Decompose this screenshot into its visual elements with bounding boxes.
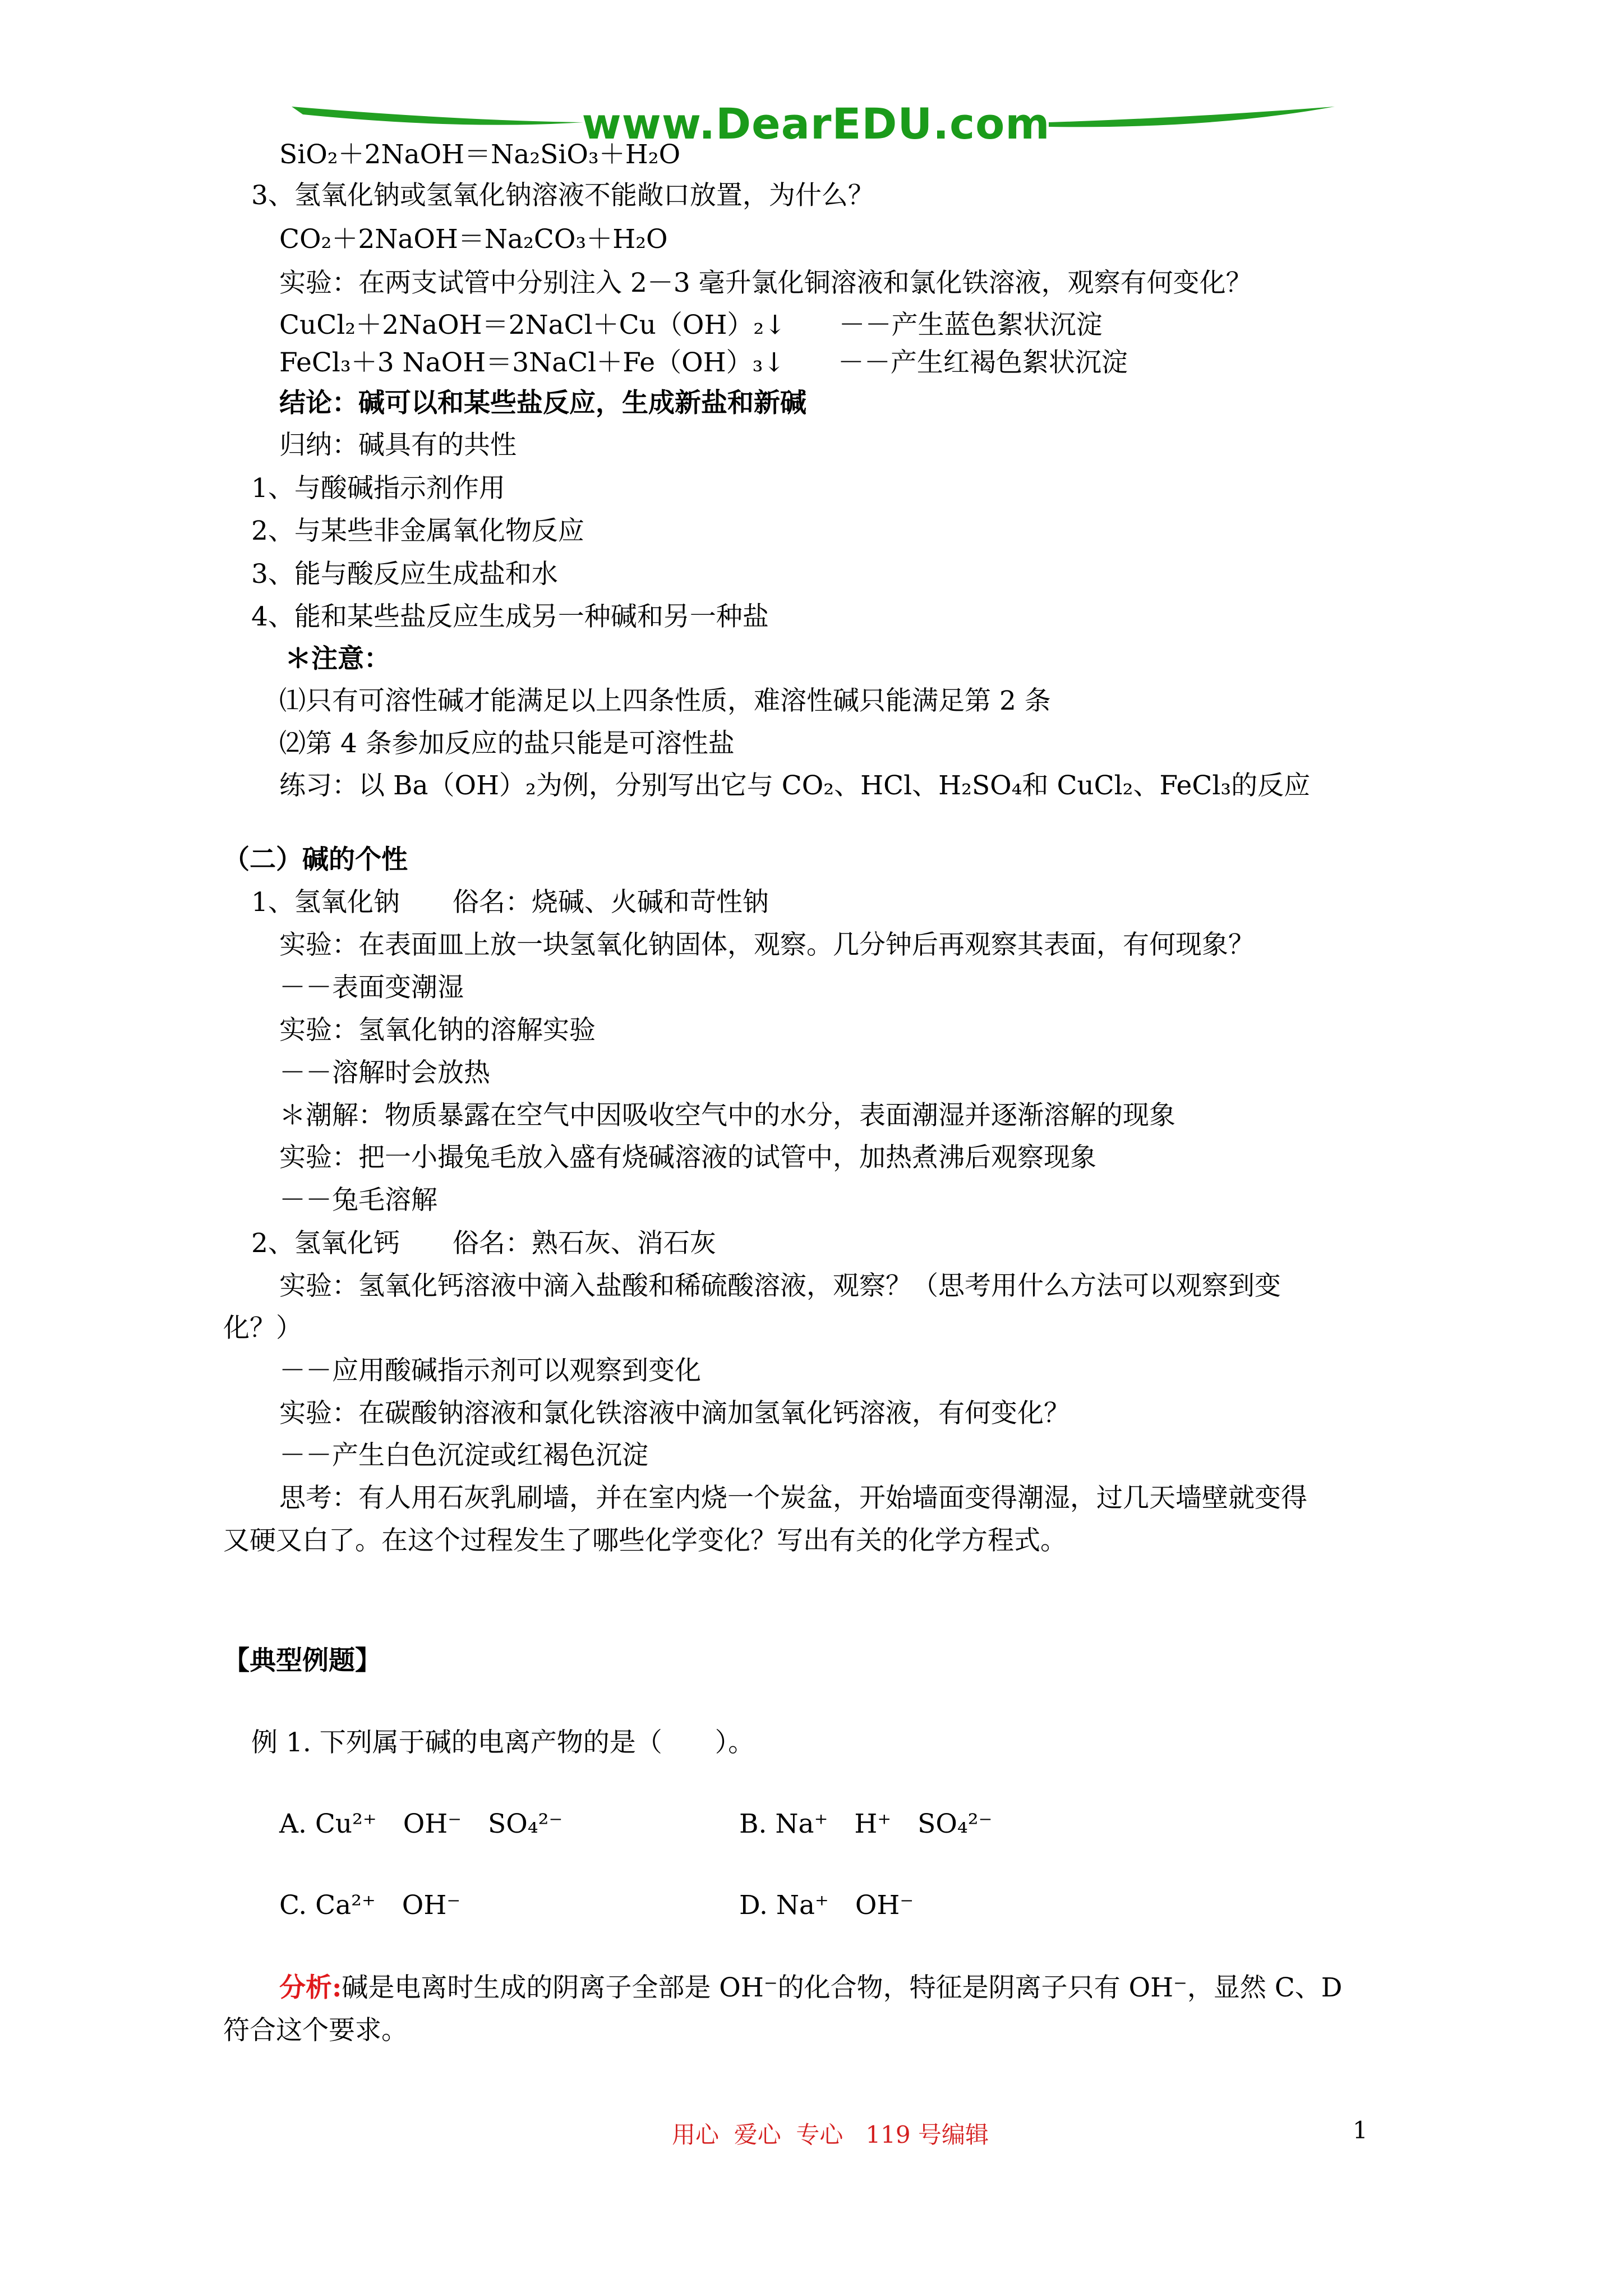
experiment-line: 实验：在表面皿上放一块氢氧化钠固体，观察。几分钟后再观察其表面，有何现象？ [279, 930, 1255, 960]
summary-line: 归纳：碱具有的共性 [279, 430, 517, 461]
analysis-label: 分析: [279, 1972, 342, 2003]
option-d: D. Na⁺ OH⁻ [739, 1890, 914, 1921]
note-line: ⑵第 4 条参加反应的盐只能是可溶性盐 [279, 728, 735, 759]
section-heading: 【典型例题】 [223, 1645, 381, 1676]
list-item: 3、能与酸反应生成盐和水 [251, 559, 558, 590]
experiment-line: 实验：氢氧化钠的溶解实验 [279, 1015, 596, 1046]
thinking-line: 思考：有人用石灰乳刷墙，并在室内烧一个炭盆，开始墙面变得潮湿，过几天墙壁就变得 [279, 1483, 1307, 1513]
conclusion-line: 结论：碱可以和某些盐反应，生成新盐和新碱 [279, 388, 806, 418]
result-line: －－应用酸碱指示剂可以观察到变化 [279, 1355, 701, 1386]
list-item: 4、能和某些盐反应生成另一种碱和另一种盐 [251, 601, 769, 632]
result-line: －－产生白色沉淀或红褐色沉淀 [279, 1440, 648, 1471]
option-b: B. Na⁺ H⁺ SO₄²⁻ [739, 1809, 993, 1839]
thinking-line-cont: 又硬又白了。在这个过程发生了哪些化学变化？写出有关的化学方程式。 [223, 1525, 1067, 1556]
analysis-line [279, 1971, 1342, 2005]
example-question: 例 1. 下列属于碱的电离产物的是（ ）。 [251, 1727, 755, 1758]
note-heading: ＊注意： [285, 643, 390, 674]
analysis-text: 碱是电离时生成的阴离子全部是 OH⁻的化合物，特征是阴离子只有 OH⁻，显然 C、D [342, 1972, 1343, 2003]
subsection-line: 1、氢氧化钠 俗名：烧碱、火碱和苛性钠 [251, 887, 769, 918]
page-number: 1 [1353, 2116, 1368, 2144]
equation-line: CO₂＋2NaOH＝Na₂CO₃＋H₂O [279, 224, 668, 255]
experiment-line: 实验：把一小撮兔毛放入盛有烧碱溶液的试管中，加热煮沸后观察现象 [279, 1142, 1096, 1173]
list-item: 1、与酸碱指示剂作用 [251, 473, 505, 504]
page-footer: 用心 爱心 专心 119 号编辑 [672, 2121, 989, 2148]
note-line: ⑴只有可溶性碱才能满足以上四条性质，难溶性碱只能满足第 2 条 [279, 685, 1051, 716]
analysis-line-cont: 符合这个要求。 [223, 2015, 408, 2046]
result-line: －－溶解时会放热 [279, 1057, 490, 1088]
experiment-line: 实验：氢氧化钙溶液中滴入盐酸和稀硫酸溶液，观察？（思考用什么方法可以观察到变 [279, 1271, 1281, 1301]
equation-line: SiO₂＋2NaOH＝Na₂SiO₃＋H₂O [279, 139, 681, 170]
definition-line: ＊潮解：物质暴露在空气中因吸收空气中的水分，表面潮湿并逐渐溶解的现象 [279, 1100, 1175, 1131]
site-logo[interactable]: www.DearEDU.com [582, 99, 1050, 149]
experiment-line: 实验：在碳酸钠溶液和氯化铁溶液中滴加氢氧化钙溶液，有何变化？ [279, 1398, 1070, 1429]
option-c: C. Ca²⁺ OH⁻ [279, 1890, 461, 1921]
option-a: A. Cu²⁺ OH⁻ SO₄²⁻ [279, 1809, 563, 1839]
exercise-line: 练习：以 Ba（OH）₂为例，分别写出它与 CO₂、HCl、H₂SO₄和 CuCl₂、FeCl₃的反应 [279, 770, 1311, 801]
equation-line: CuCl₂＋2NaOH＝2NaCl＋Cu（OH）₂↓ －－产生蓝色絮状沉淀 [279, 310, 1103, 341]
result-line: －－兔毛溶解 [279, 1185, 437, 1216]
equation-line: FeCl₃＋3 NaOH＝3NaCl＋Fe（OH）₃↓ －－产生红褐色絮状沉淀 [279, 347, 1128, 378]
experiment-line: 实验：在两支试管中分别注入 2－3 毫升氯化铜溶液和氯化铁溶液，观察有何变化？ [279, 268, 1252, 298]
experiment-line-cont: 化？） [223, 1313, 302, 1343]
list-item: 2、与某些非金属氧化物反应 [251, 516, 584, 546]
section-heading: （二）碱的个性 [223, 844, 408, 875]
result-line: －－表面变潮湿 [279, 972, 464, 1003]
subsection-line: 2、氢氧化钙 俗名：熟石灰、消石灰 [251, 1228, 716, 1259]
question-line: 3、氢氧化钠或氢氧化钠溶液不能敞口放置，为什么？ [251, 180, 874, 211]
